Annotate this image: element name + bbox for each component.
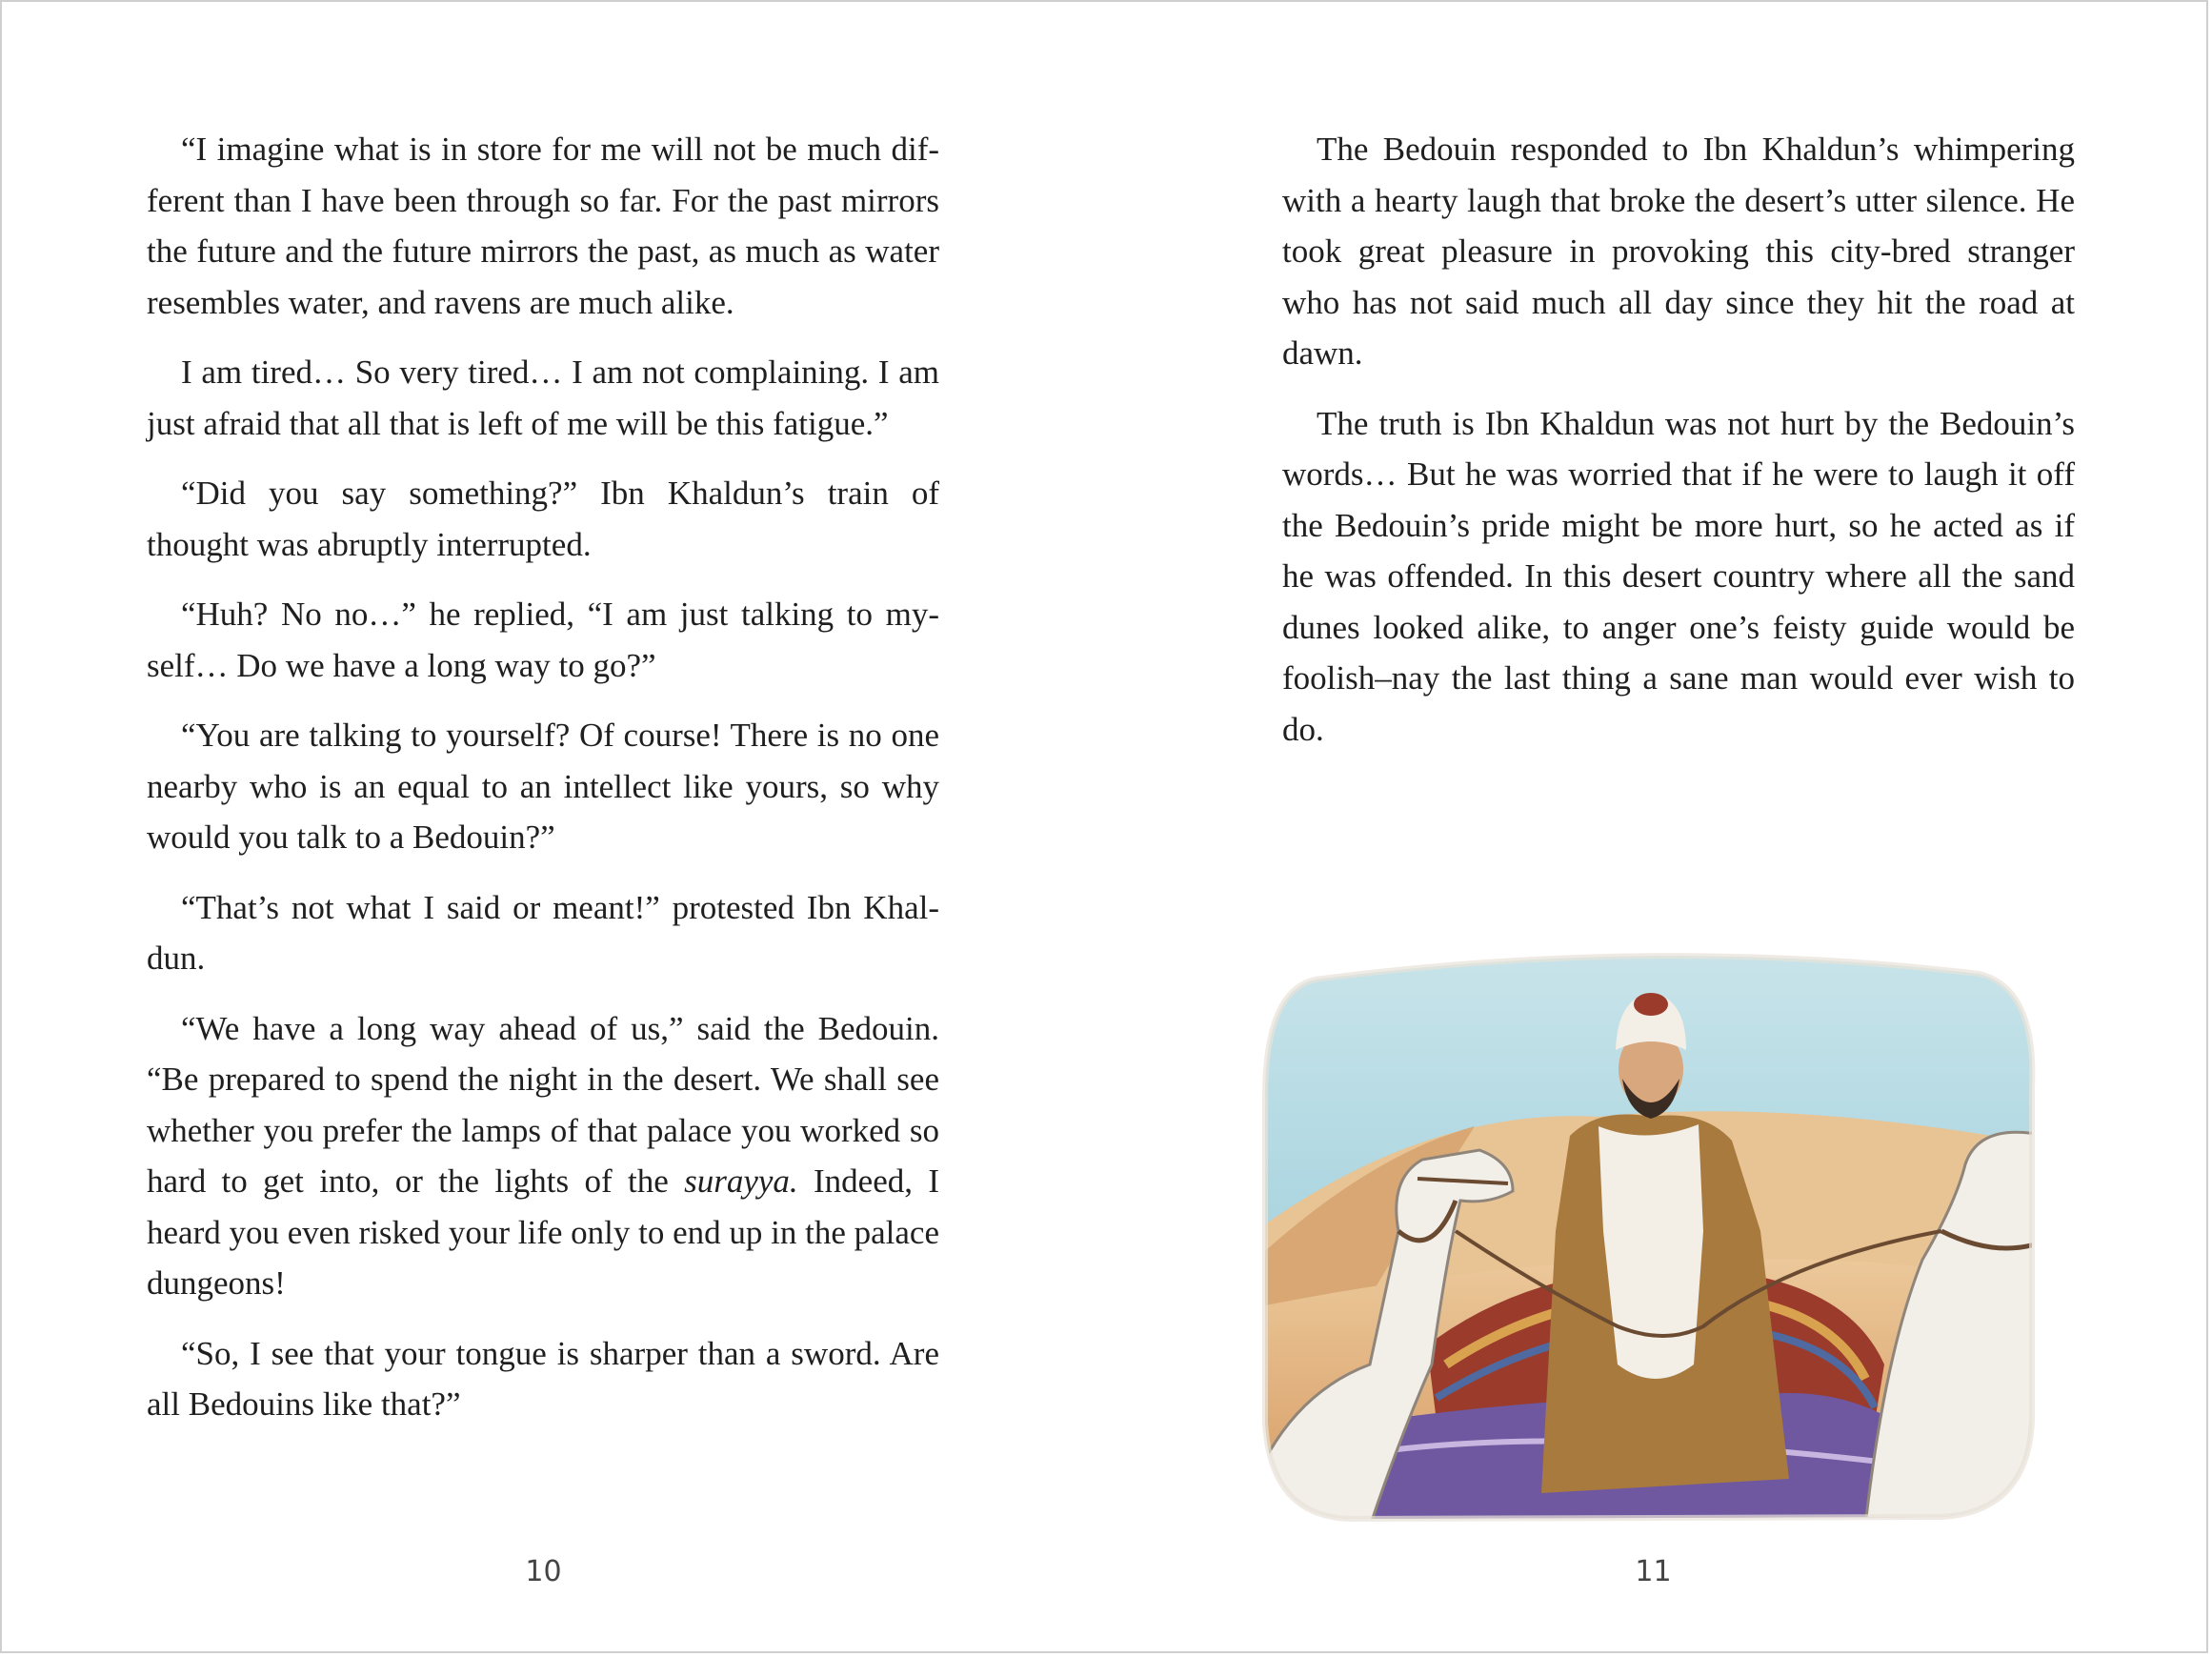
bedouin-paragraph bbox=[147, 1003, 939, 1309]
right-text-block bbox=[1282, 124, 2075, 774]
page-number: 10 bbox=[525, 1555, 562, 1588]
paragraph: “So, I see that your tongue is sharper than a sword. Are all Bedouins like that?” bbox=[147, 1334, 939, 1423]
paragraph: I am tired… So very tired… I am not complaining. I am just afraid that all that is left of me will be this fatigue.” bbox=[147, 354, 939, 442]
left-page bbox=[2, 2, 1108, 1651]
paragraph-text: “We have a long way ahead of us,” said the Bedouin. “Be prepared to spend the night in the desert. We shall see whether you prefer the lamps of that palace you worked so hard to get into, or the lights of the bbox=[147, 1009, 939, 1200]
paragraph: “I imagine what is in store for me will not be much different than I have been through so far. For the past mirrors the future and the future mirrors the past, as much as water resembles water, and ravens are much alike. bbox=[147, 131, 939, 321]
right-page bbox=[1108, 2, 2210, 1651]
paragraph: The Bedouin responded to Ibn Khaldun’s whimpering with a hearty laugh that broke the desert’s utter silence. He took great pleasure in provoking this city-bred stranger who has not said much all day since they hit the road at dawn. bbox=[1282, 131, 2075, 372]
paragraph-text: Indeed, I heard you even risked your life only to end up in the palace dungeons! bbox=[147, 1162, 939, 1302]
paragraph: The truth is Ibn Khaldun was not hurt by the Bedouin’s words… But he was worried that if he were to laugh it off the Bedouin’s pride might be more hurt, so he acted as if he was offended. In this desert country where all the sand dunes looked alike, to anger one’s feisty guide would be foolish–nay the last thing a sane man would ever wish to do. bbox=[1282, 404, 2075, 748]
paragraph: “Did you say something?” Ibn Khaldun’s train of thought was abruptly interrupted. bbox=[147, 475, 939, 563]
paragraph: “That’s not what I said or meant!” protested Ibn Khaldun. bbox=[147, 888, 939, 977]
italic-word: surayya. bbox=[684, 1162, 798, 1200]
camel-rider-illustration bbox=[1256, 945, 2046, 1526]
paragraph: “Huh? No no…” he replied, “I am just talking to myself… Do we have a long way to go?” bbox=[147, 596, 939, 684]
page-number: 11 bbox=[1635, 1555, 1672, 1588]
left-text-block bbox=[147, 124, 939, 1449]
paragraph: “You are talking to yourself? Of course! There is no one nearby who is an equal to an intellect like yours, so why would you talk to a Bedouin?” bbox=[147, 717, 939, 856]
